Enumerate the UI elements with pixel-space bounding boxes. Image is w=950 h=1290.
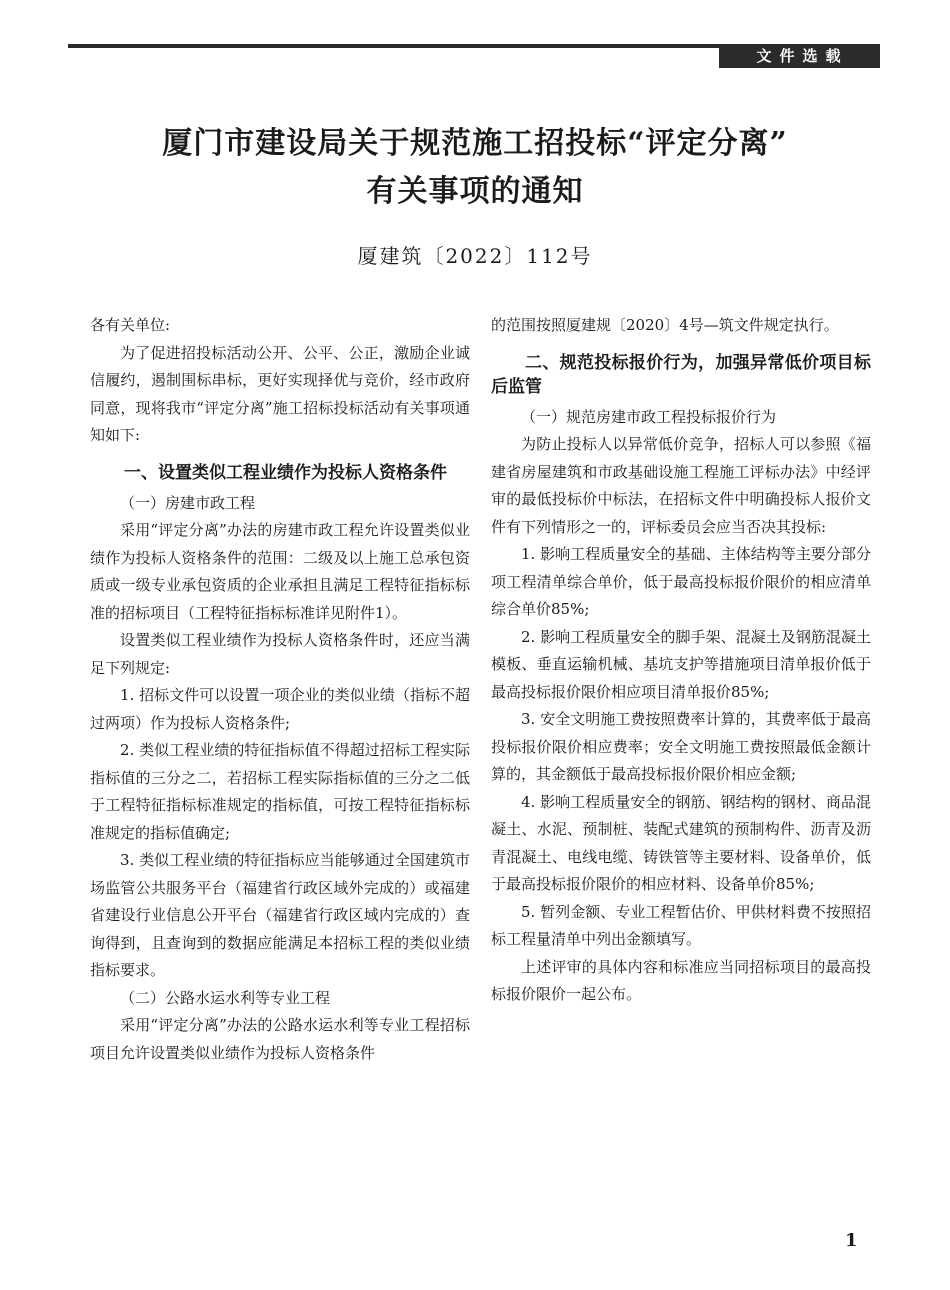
list-item: 3. 安全文明施工费按照费率计算的，其费率低于最高投标报价限价相应费率；安全文明施工费按照最低金额计算的，其金额低于最高投标报价限价相应金额; xyxy=(491,710,871,783)
paragraph: 采用“评定分离”办法的公路水运水利等专业工程招标项目允许设置类似业绩作为投标人资格条件 xyxy=(90,1016,470,1062)
left-column xyxy=(90,312,470,1067)
paragraph: 为防止投标人以异常低价竞争，招标人可以参照《福建省房屋建筑和市政基础设施工程施工评标办法》中经评审的最低投标价中标法，在招标文件中明确投标人报价文件有下列情形之一的，评标委员会应当否决其投标: xyxy=(491,435,871,536)
subsection-1-2: （二）公路水运水利等专业工程 xyxy=(120,988,331,1007)
salutation: 各有关单位: xyxy=(90,316,171,334)
page-number: 1 xyxy=(845,1230,858,1251)
document-number: 厦建筑〔2022〕112号 xyxy=(357,244,593,268)
list-item: 1. 影响工程质量安全的基础、主体结构等主要分部分项工程清单综合单价，低于最高投标报价限价的相应清单综合单价85%; xyxy=(491,545,871,618)
title-line-1: 厦门市建设局关于规范施工招投标“评定分离” xyxy=(162,126,788,161)
right-column xyxy=(491,312,871,1009)
subsection-2-1: （一）规范房建市政工程投标报价行为 xyxy=(521,407,777,426)
subsection-1-1: （一）房建市政工程 xyxy=(120,493,256,512)
list-item: 3. 类似工程业绩的特征指标应当能够通过全国建筑市场监管公共服务平台（福建省行政区域外完成的）或福建省建设行业信息公开平台（福建省行政区域内完成的）查询得到，且查询到的数据应能满足本招标工程的类似业绩指标要求。 xyxy=(90,851,470,979)
list-item: 4. 影响工程质量安全的钢筋、钢结构的钢材、商品混凝土、水泥、预制桩、装配式建筑的预制构件、沥青及沥青混凝土、电线电缆、铸铁管等主要材料、设备单价，低于最高投标报价限价的相应材料、设备单价85%; xyxy=(491,792,871,893)
page-title xyxy=(90,120,860,216)
list-item: 2. 影响工程质量安全的脚手架、混凝土及钢筋混凝土模板、垂直运输机械、基坑支护等措施项目清单报价低于最高投标报价限价相应项目清单报价85%; xyxy=(491,627,871,701)
title-line-2: 有关事项的通知 xyxy=(366,174,584,209)
paragraph: 上述评审的具体内容和标准应当同招标项目的最高投标报价限价一起公布。 xyxy=(491,957,871,1003)
section-2-heading: 二、规范投标报价行为，加强异常低价项目标后监管 xyxy=(491,352,871,397)
list-item: 1. 招标文件可以设置一项企业的类似业绩（指标不超过两项）作为投标人资格条件; xyxy=(90,686,470,732)
list-item: 5. 暂列金额、专业工程暂估价、甲供材料费不按照招标工程量清单中列出金额填写。 xyxy=(491,902,871,948)
intro-paragraph: 为了促进招投标活动公开、公平、公正，激励企业诚信履约，遏制围标串标，更好实现择优与竞价，经市政府同意，现将我市“评定分离”施工招标投标活动有关事项通知如下: xyxy=(90,343,470,444)
paragraph-continuation: 的范围按照厦建规〔2020〕4号—筑文件规定执行。 xyxy=(491,316,839,334)
paragraph: 采用“评定分离”办法的房建市政工程允许设置类似业绩作为投标人资格条件的范围：二级及以上施工总承包资质或一级专业承包资质的企业承担且满足工程特征指标标准的招标项目（工程特征指标标准详见附件1）。 xyxy=(90,521,470,622)
list-item: 2. 类似工程业绩的特征指标值不得超过招标工程实际指标值的三分之二，若招标工程实际指标值的三分之二低于工程特征指标标准规定的指标值，可按工程特征指标标准规定的指标值确定; xyxy=(90,741,470,842)
section-label: 文件选载 xyxy=(719,44,880,68)
section-1-heading: 一、设置类似工程业绩作为投标人资格条件 xyxy=(124,462,447,483)
paragraph: 设置类似工程业绩作为投标人资格条件时，还应当满足下列规定: xyxy=(90,631,470,677)
